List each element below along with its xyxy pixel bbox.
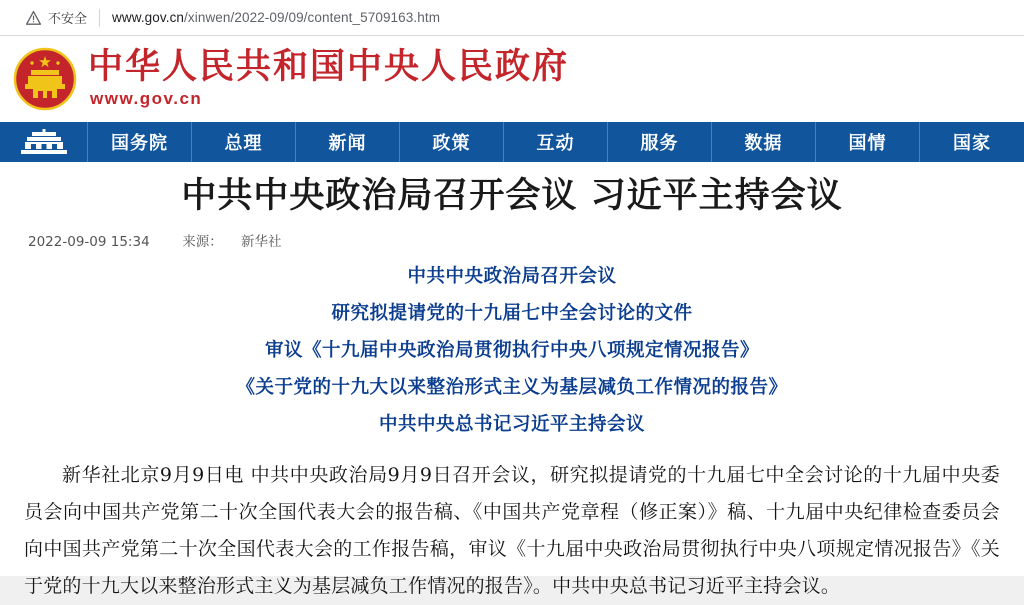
china-national-emblem-icon	[12, 46, 78, 112]
article-source-label: 来源：	[182, 234, 223, 250]
nav-item-3[interactable]: 政策	[400, 122, 504, 162]
warning-triangle-icon	[26, 11, 41, 25]
page-title: 中共中央政治局召开会议 习近平主持会议	[181, 176, 843, 216]
article-source-value: 新华社	[241, 234, 282, 250]
site-brand[interactable]	[88, 46, 570, 110]
main-navigation	[0, 122, 1024, 162]
article-container	[0, 162, 1024, 598]
url-divider	[99, 9, 100, 27]
article-subtitle-0: 中共中央政治局召开会议	[407, 266, 617, 287]
article-subtitle-2: 审议《十九届中央政治局贯彻执行中央八项规定情况报告》	[264, 340, 759, 361]
nav-item-8[interactable]: 国家	[953, 133, 991, 154]
article-subtitles	[0, 258, 1024, 443]
tiananmen-gate-icon	[17, 129, 71, 155]
site-header	[0, 36, 1024, 122]
nav-item-5[interactable]: 服务	[608, 122, 712, 162]
security-status-label: 不安全	[48, 11, 88, 26]
article-meta	[0, 230, 1024, 250]
article-subtitle-4: 中共中央总书记习近平主持会议	[378, 414, 645, 435]
nav-item-6[interactable]: 数据	[712, 122, 816, 162]
browser-url-bar[interactable]	[0, 0, 1024, 36]
nav-item-0[interactable]: 国务院	[88, 122, 192, 162]
article-subtitle-1: 研究拟提请党的十九届七中全会讨论的文件	[331, 303, 693, 324]
nav-item-4[interactable]: 互动	[504, 122, 608, 162]
site-brand-en: www.gov.cn	[90, 89, 203, 109]
nav-item-7[interactable]: 国情	[816, 122, 920, 162]
url-text[interactable]	[112, 10, 440, 25]
url-host: www.gov.cn	[112, 10, 185, 25]
url-path: /xinwen/2022-09/09/content_5709163.htm	[184, 10, 441, 25]
site-brand-cn: 中华人民共和国中央人民政府	[88, 46, 570, 87]
article-date: 2022-09-09 15:34	[28, 234, 150, 250]
nav-item-1[interactable]: 总理	[192, 122, 296, 162]
nav-item-2[interactable]: 新闻	[296, 122, 400, 162]
article-subtitle-3: 《关于党的十九大以来整治形式主义为基层减负工作情况的报告》	[236, 377, 788, 398]
nav-home-button[interactable]	[0, 122, 88, 162]
article-body-paragraph: 新华社北京9月9日电 中共中央政治局9月9日召开会议，研究拟提请党的十九届七中全会讨论的十九届中央委员会向中国共产党第二十次全国代表大会的报告稿、《中国共产党章程（修正案）》稿、十九届中央纪律检查委员会向中国共产党第二十次全国代表大会的工作报告稿，审议《十九届中央政治局贯彻执行中央八项规定情况报告》《关于党的十九大以来整治形式主义为基层减负工作情况的报告》。中共中央总书记习近平主持会议。	[24, 464, 1000, 598]
